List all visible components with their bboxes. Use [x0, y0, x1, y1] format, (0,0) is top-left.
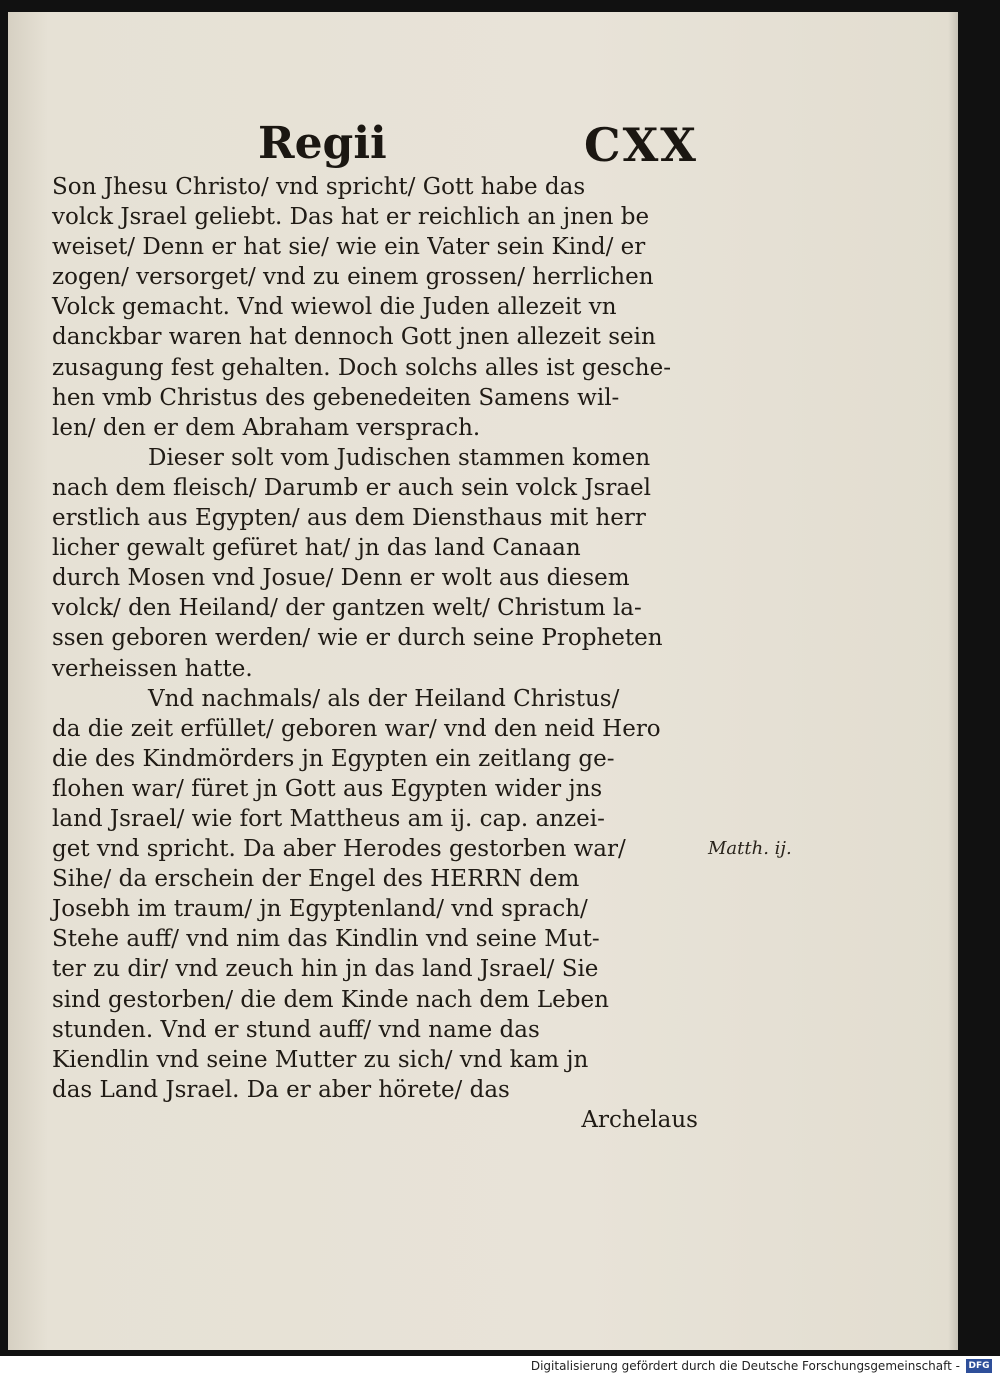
text-line: ssen geboren werden/ wie er durch seine Propheten — [52, 625, 663, 652]
text-line: zusagung fest gehalten. Doch solchs alles ist gesche- — [52, 354, 672, 381]
text-line: licher gewalt gefüret hat/ jn das land Canaan — [52, 535, 581, 562]
footer-bar — [0, 1356, 1000, 1377]
text-line: hen vmb Christus des gebenedeiten Samens wil- — [52, 384, 620, 411]
text-line: danckbar waren hat dennoch Gott jnen allezeit sein — [52, 324, 656, 351]
text-line: die des Kindmörders jn Egypten ein zeitlang ge- — [52, 745, 615, 772]
text-line: das Land Jsrael. Da er aber hörete/ das — [52, 1076, 510, 1103]
dfg-logo-icon: DFG — [966, 1359, 992, 1373]
text-line: nach dem fleisch/ Darumb er auch sein volck Jsrael — [52, 474, 652, 501]
text-line: volck/ den Heiland/ der gantzen welt/ Christum la- — [52, 595, 642, 622]
running-head — [258, 118, 698, 178]
text-line: da die zeit erfüllet/ geboren war/ vnd den neid Hero — [52, 715, 661, 742]
text-line: verheissen hatte. — [52, 655, 253, 682]
text-line: Stehe auff/ vnd nim das Kindlin vnd seine Mut- — [52, 926, 600, 953]
text-line: Vnd nachmals/ als der Heiland Christus/ — [148, 685, 620, 712]
text-line: weiset/ Denn er hat sie/ wie ein Vater sein Kind/ er — [52, 234, 646, 261]
text-line: Archelaus — [581, 1106, 698, 1133]
text-line: get vnd spricht. Da aber Herodes gestorben war/ — [52, 836, 626, 863]
text-line: sind gestorben/ die dem Kinde nach dem Leben — [52, 986, 609, 1013]
text-line: land Jsrael/ wie fort Mattheus am ij. cap. anzei- — [52, 805, 605, 832]
page-edge-shadow — [948, 12, 958, 1350]
text-line: stunden. Vnd er stund auff/ vnd name das — [52, 1016, 540, 1043]
text-line: flohen war/ füret jn Gott aus Egypten wider jns — [52, 775, 603, 802]
marginal-note: Matth. ij. — [708, 838, 792, 859]
text-line: erstlich aus Egypten/ aus dem Diensthaus mit herr — [52, 505, 646, 532]
text-line: Son Jhesu Christo/ vnd spricht/ Gott habe das — [52, 174, 586, 200]
text-line: Kiendlin vnd seine Mutter zu sich/ vnd kam jn — [52, 1046, 589, 1073]
text-line: len/ den er dem Abraham versprach. — [52, 414, 481, 441]
running-head-word: Regii — [258, 118, 387, 169]
text-line: Sihe/ da erschein der Engel des HERRN dem — [52, 866, 580, 893]
text-line: volck Jsrael geliebt. Das hat er reichlich an jnen be — [52, 204, 650, 231]
text-line: zogen/ versorget/ vnd zu einem grossen/ herrlichen — [52, 264, 654, 291]
text-line: durch Mosen vnd Josue/ Denn er wolt aus diesem — [52, 565, 630, 592]
footer-credit: Digitalisierung gefördert durch die Deutsche Forschungsgemeinschaft - — [530, 1359, 960, 1373]
text-line: Volck gemacht. Vnd wiewol die Juden allezeit vn — [52, 294, 617, 321]
body-text — [52, 172, 712, 1135]
text-line: Josebh im traum/ jn Egyptenland/ vnd sprach/ — [52, 896, 588, 923]
text-line: ter zu dir/ vnd zeuch hin jn das land Jsrael/ Sie — [52, 956, 599, 983]
folio-number: CXX — [584, 118, 698, 172]
text-line: Dieser solt vom Judischen stammen komen — [148, 444, 651, 471]
